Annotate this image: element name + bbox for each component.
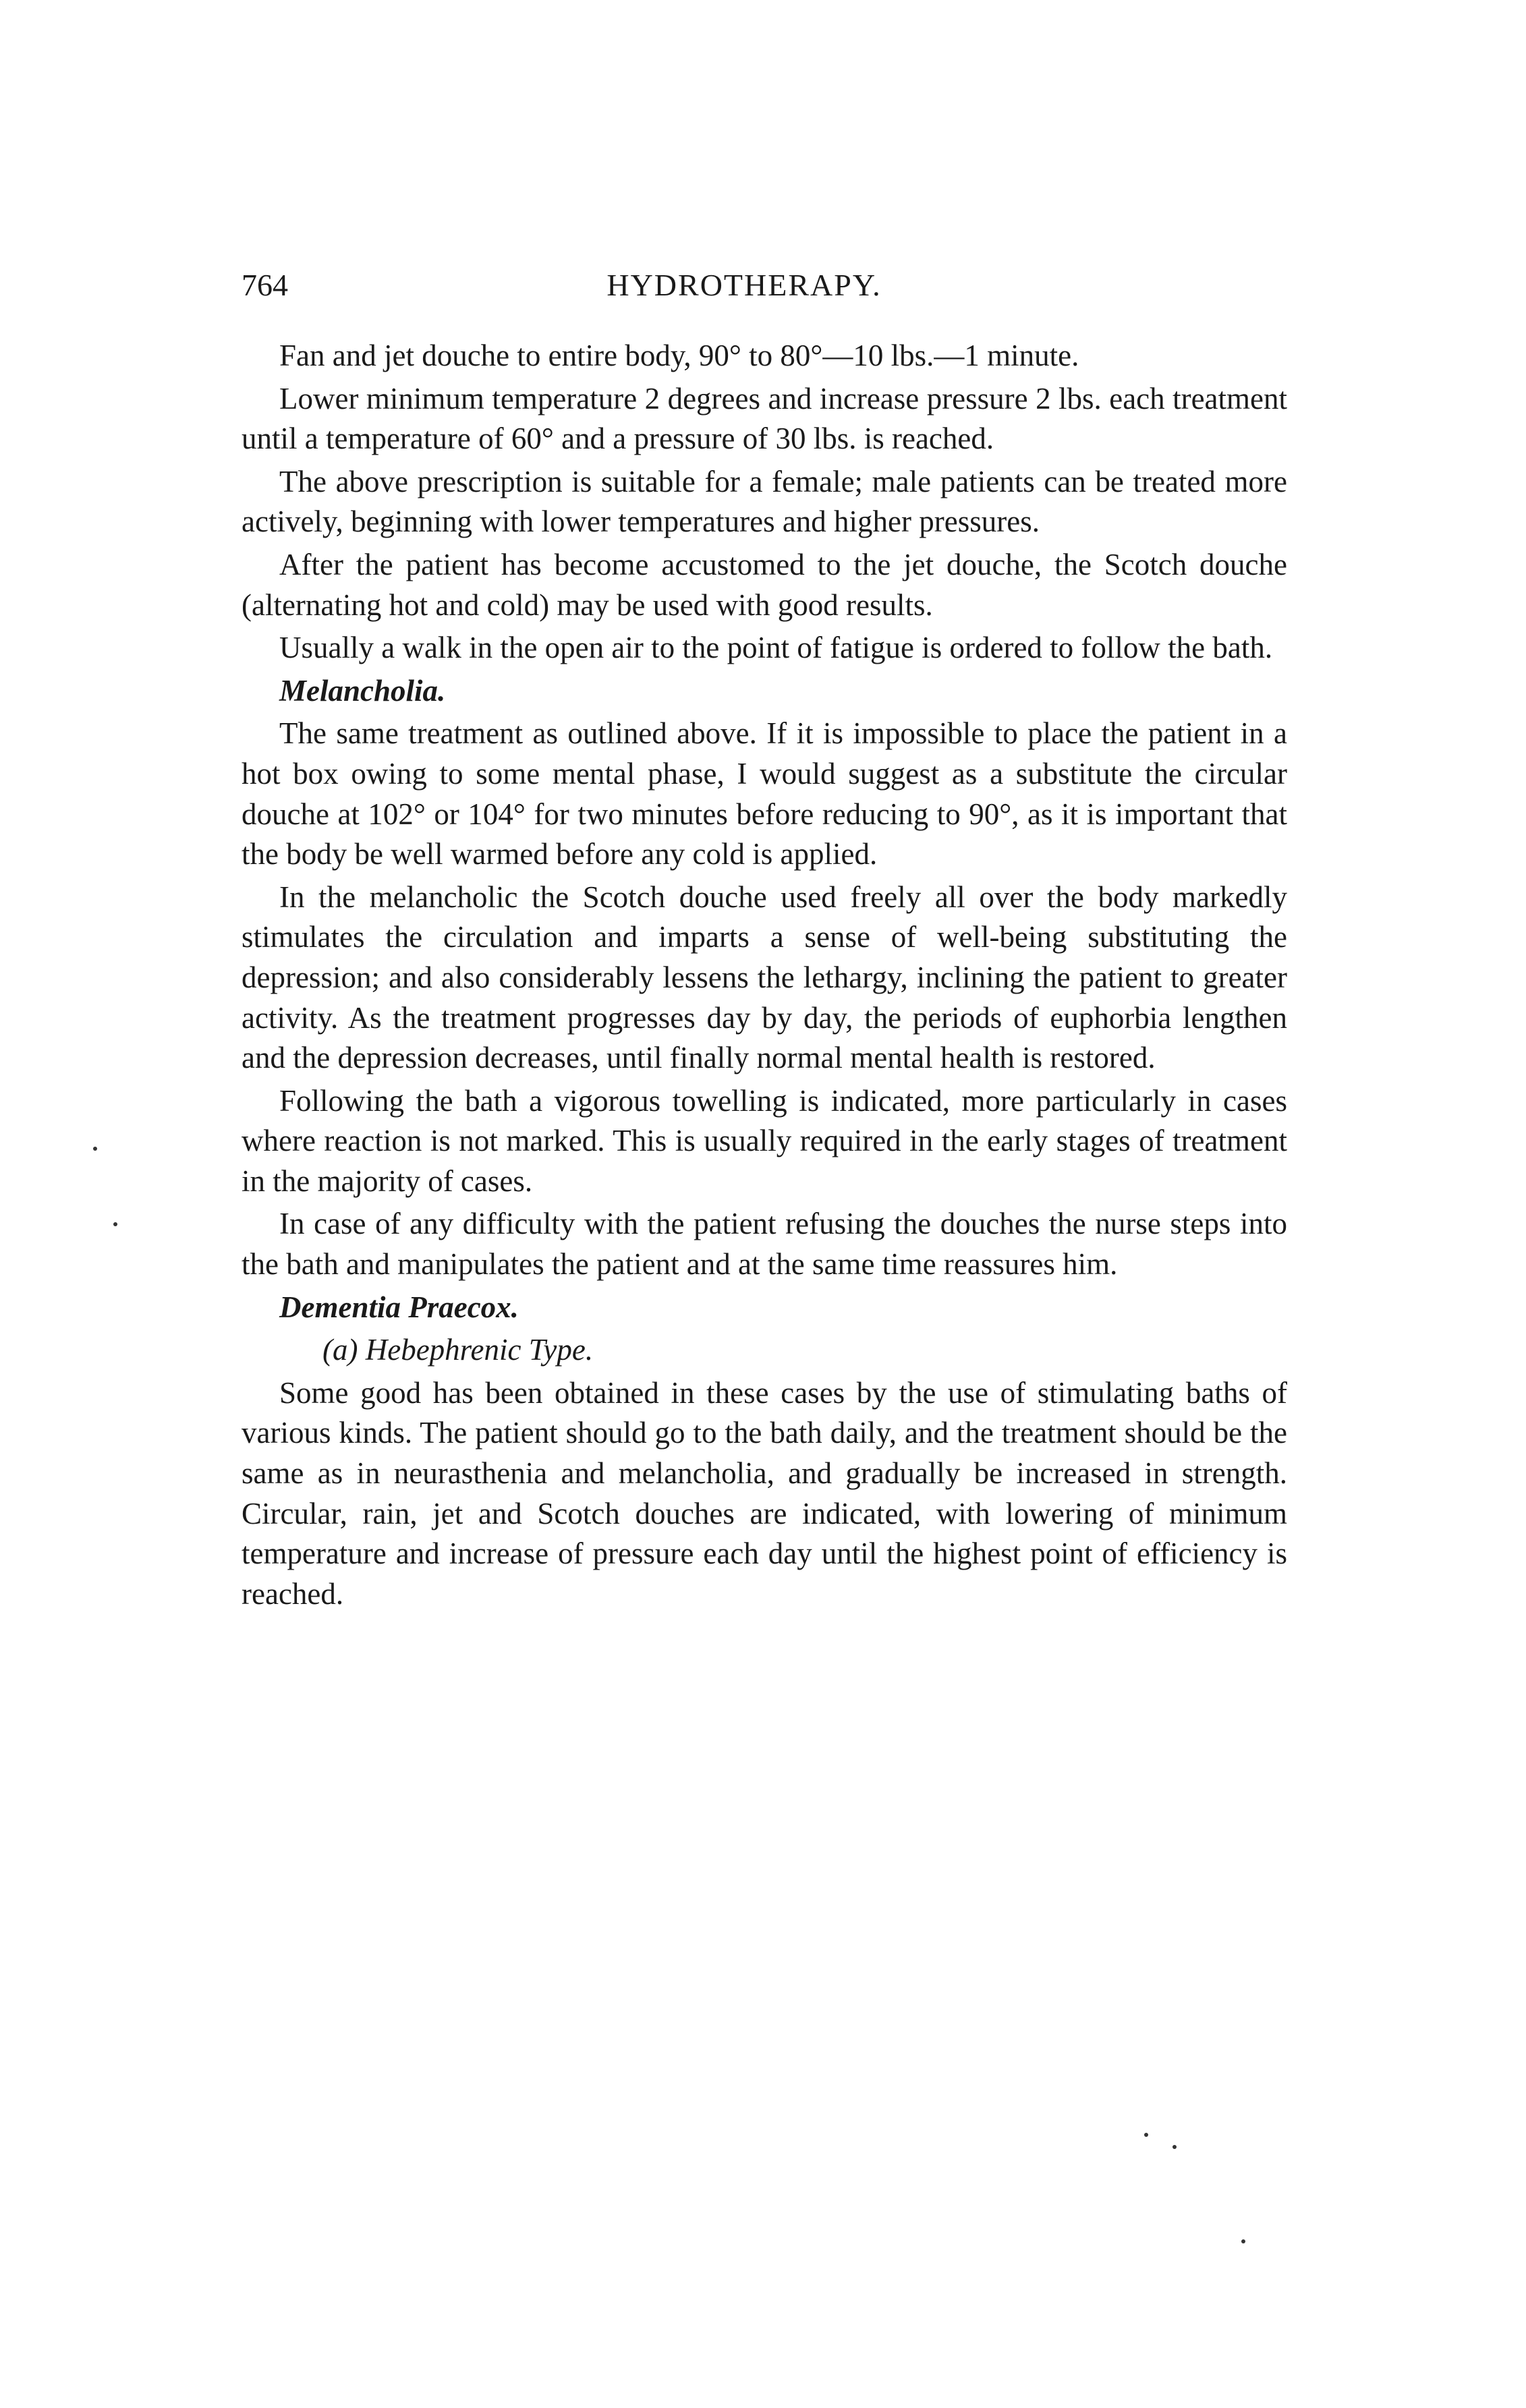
- paragraph-same-treatment: The same treatment as outlined above. If it is impossible to place the patient in a hot box owing to some mental phase, I would suggest as a substitute the circular douche at 102° or 104° for two minutes before reducing to 90°, as it is important that the body be well warmed before any cold is applied.: [242, 716, 1287, 871]
- paragraph-towelling: Following the bath a vigorous towelling is indicated, more particularly in cases where reaction is not marked. This is usually required in the early stages of treatment in the majority of cases.: [242, 1083, 1287, 1198]
- subheading-hebephrenic-type: (a) Hebephrenic Type.: [322, 1333, 594, 1367]
- paragraph-difficulty: In case of any difficulty with the patient refusing the douches the nurse steps into the bath and manipulates the patient and at the same time reassures him.: [242, 1207, 1287, 1282]
- section-heading-melancholia: Melancholia.: [279, 673, 446, 708]
- stray-ink-dot: [1172, 2145, 1177, 2149]
- paragraph-walk-open-air: Usually a walk in the open air to the point of fatigue is ordered to follow the bath.: [279, 631, 1273, 665]
- paragraph-lower-minimum: Lower minimum temperature 2 degrees and increase pressure 2 lbs. each treatment until a temperature of 60° and a pressure of 30 lbs. is reached.: [242, 381, 1287, 456]
- paragraph-fan-jet-douche: Fan and jet douche to entire body, 90° to 80°—10 lbs.—1 minute.: [279, 339, 1079, 372]
- stray-ink-dot: [1144, 2133, 1148, 2137]
- section-heading-dementia-praecox: Dementia Praecox.: [279, 1290, 519, 1324]
- running-head: HYDROTHERAPY.: [606, 268, 882, 302]
- paragraph-some-good: Some good has been obtained in these cases by the use of stimulating baths of various kinds. The patient should go to the bath daily, and the treatment should be the same as in neurasthenia and melancholia, and gradually be increased in strength. Circular, rain, jet and Scotch douches are indicated, with lowering of minimum temperature and increase of pressure each day until the highest point of efficiency is reached.: [242, 1375, 1287, 1611]
- stray-ink-dot: [1241, 2239, 1245, 2243]
- stray-ink-dot: [93, 1147, 97, 1151]
- page-header: [242, 262, 1247, 309]
- stray-ink-dot: [113, 1222, 117, 1226]
- body-text: [242, 336, 1287, 1617]
- paragraph-scotch-douche: After the patient has become accustomed to the jet douche, the Scotch douche (alternating hot and cold) may be used with good results.: [242, 547, 1287, 622]
- paragraph-prescription-female: The above prescription is suitable for a female; male patients can be treated more actively, beginning with lower temperatures and higher pressures.: [242, 464, 1287, 539]
- paragraph-melancholic: In the melancholic the Scotch douche used freely all over the body markedly stimulates the circulation and imparts a sense of well-being substituting the depression; and also considerably lessens the lethargy, inclining the patient to greater activity. As the treatment progresses day by day, the periods of euphorbia lengthen and the depression decreases, until finally normal mental health is restored.: [242, 880, 1287, 1075]
- page-number: 764: [242, 268, 288, 302]
